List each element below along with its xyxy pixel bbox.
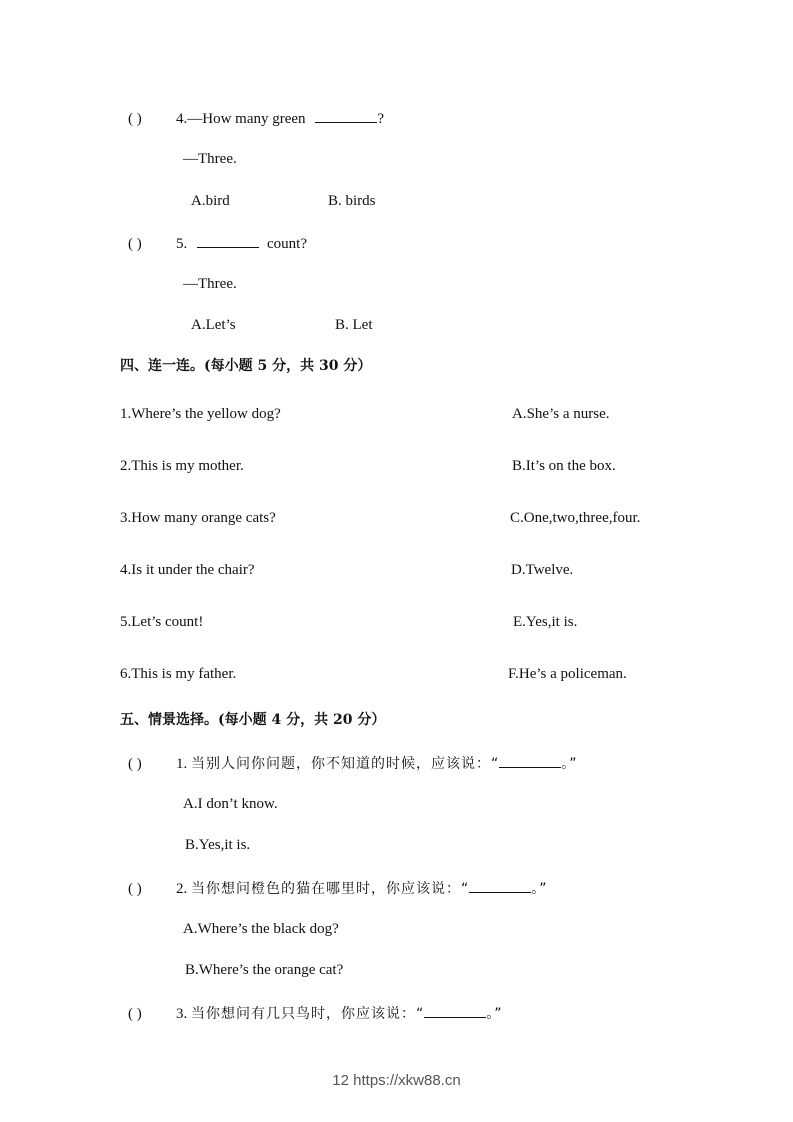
scenario-2-option-a[interactable]: A.Where’s the black dog? [183, 921, 339, 937]
section-5-title: 五、情景选择。(每小题 4 分，共 20 分） [120, 712, 386, 728]
fill-blank[interactable] [469, 878, 531, 893]
match-left-item[interactable]: 4.Is it under the chair? [120, 562, 255, 578]
question-text: —How many green [187, 111, 306, 127]
scenario-2-option-b[interactable]: B.Where’s the orange cat? [185, 962, 344, 978]
scenario-prompt: 当别人问你问题，你不知道的时候，应该说：“ [191, 756, 500, 772]
question-4-option-a[interactable]: A.bird [191, 193, 230, 209]
scenario-2-line [128, 878, 548, 898]
prompt-close: 。” [486, 1006, 503, 1022]
question-mark: ? [377, 111, 384, 127]
match-right-item[interactable]: F.He’s a policeman. [508, 666, 627, 682]
question-number: 5. [176, 236, 188, 252]
match-left-item[interactable]: 3.How many orange cats? [120, 510, 276, 526]
question-number: 4. [176, 111, 188, 127]
scenario-1-line [128, 753, 578, 773]
match-left-item[interactable]: 6.This is my father. [120, 666, 237, 682]
question-4-answer: —Three. [183, 151, 237, 167]
question-4-line [128, 108, 384, 128]
fill-blank[interactable] [315, 108, 377, 123]
page-footer: 12 https://xkw88.cn [332, 1072, 461, 1089]
fill-blank[interactable] [424, 1003, 486, 1018]
match-left-item[interactable]: 5.Let’s count! [120, 614, 204, 630]
match-left-item[interactable]: 2.This is my mother. [120, 458, 244, 474]
match-right-item[interactable]: D.Twelve. [511, 562, 574, 578]
answer-paren[interactable]: ( ) [128, 111, 142, 127]
scenario-1-option-a[interactable]: A.I don’t know. [183, 796, 278, 812]
question-5-option-b[interactable]: B. Let [335, 317, 373, 333]
match-right-item[interactable]: A.She’s a nurse. [512, 406, 610, 422]
question-4-option-b[interactable]: B. birds [328, 193, 376, 209]
fill-blank[interactable] [197, 233, 259, 248]
answer-paren[interactable]: ( ) [128, 881, 142, 897]
answer-paren[interactable]: ( ) [128, 1006, 142, 1022]
question-number: 3. [176, 1006, 188, 1022]
match-right-item[interactable]: E.Yes,it is. [513, 614, 578, 630]
prompt-close: 。” [531, 881, 548, 897]
answer-paren[interactable]: ( ) [128, 756, 142, 772]
scenario-prompt: 当你想问有几只鸟时，你应该说：“ [191, 1006, 425, 1022]
question-number: 2. [176, 881, 188, 897]
question-text: count? [267, 236, 307, 252]
scenario-prompt: 当你想问橙色的猫在哪里时，你应该说：“ [191, 881, 470, 897]
question-number: 1. [176, 756, 188, 772]
question-5-option-a[interactable]: A.Let’s [191, 317, 236, 333]
match-right-item[interactable]: B.It’s on the box. [512, 458, 616, 474]
match-right-item[interactable]: C.One,two,three,four. [510, 510, 641, 526]
fill-blank[interactable] [499, 753, 561, 768]
section-4-title: 四、连一连。(每小题 5 分，共 30 分） [120, 358, 372, 374]
answer-paren[interactable]: ( ) [128, 236, 142, 252]
scenario-3-line [128, 1003, 503, 1023]
match-left-item[interactable]: 1.Where’s the yellow dog? [120, 406, 281, 422]
prompt-close: 。” [561, 756, 578, 772]
scenario-1-option-b[interactable]: B.Yes,it is. [185, 837, 251, 853]
question-5-line [128, 233, 307, 253]
question-5-answer: —Three. [183, 276, 237, 292]
